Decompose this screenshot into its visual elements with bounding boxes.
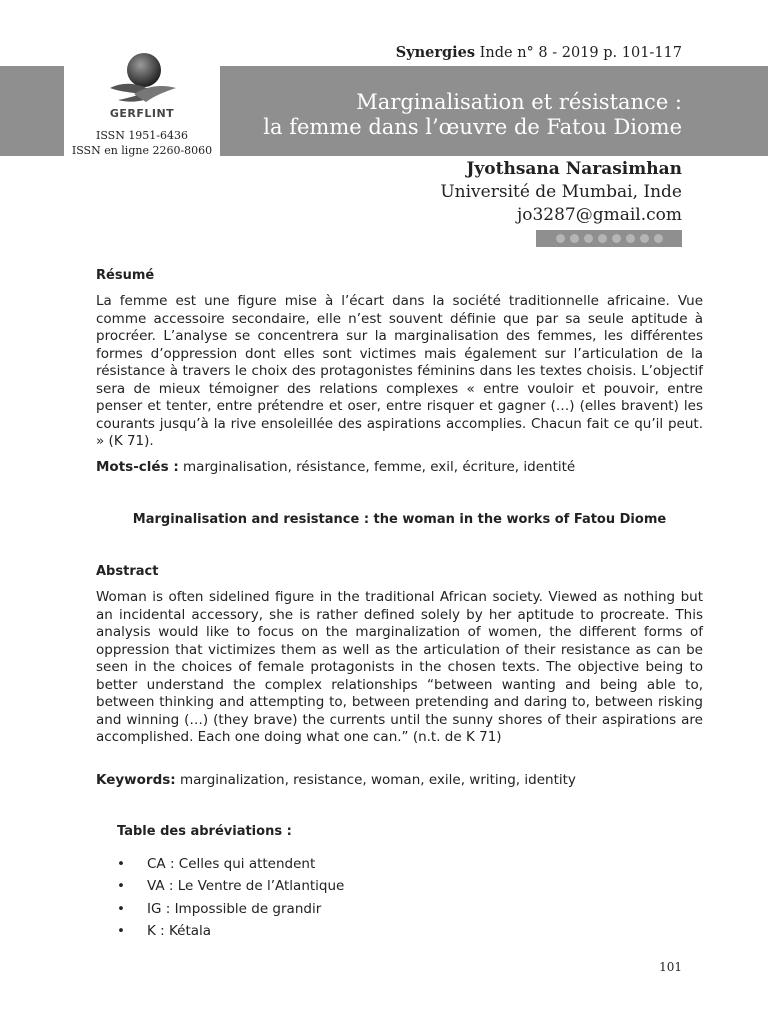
dot-icon	[626, 234, 635, 243]
journal-name: Synergies	[395, 44, 476, 61]
list-item	[117, 853, 344, 875]
issn-print: ISSN 1951-6436	[95, 129, 189, 142]
english-title: Marginalisation and resistance : the woman in the works of Fatou Diome	[132, 512, 667, 527]
author-name: Jyothsana Narasimhan	[466, 159, 682, 179]
author-email[interactable]: jo3287@gmail.com	[516, 205, 682, 225]
resume-text: La femme est une figure mise à l’écart dans la société traditionnelle africaine. Vue comme accessoire secondaire, elle n’est souvent définie que par sa seule aptitude à procréer. L’analyse se concentrera sur la marginalisation des femmes, les différentes formes d’oppression dont elles sont victimes mais également sur l’articulation de la résistance à travers le choix des protagonistes féminins dans les textes choisis. L’objectif sera de mieux témoigner des relations complexes « entre vouloir et pouvoir, entre penser et tenter, entre prétendre et oser, entre risquer et gagner (…) (elles bravent) les courants jusqu’à la rive ensoleillée des aspirations accomplies. Chacun fait ce qu’il peut. » (K 71).	[96, 293, 703, 449]
mots-cles-label: Mots-clés :	[96, 459, 179, 475]
dot-icon	[640, 234, 649, 243]
journal-issue: Inde n° 8 - 2019 p. 101-117	[479, 45, 682, 61]
abstract-text: Woman is often sidelined figure in the traditional African society. Viewed as nothing but an incidental accessory, she is rather defined solely by her aptitude to procreate. This analysis would like to focus on the marginalization of women, the different forms of oppression that victimizes them as well as the articulation of their resistance as can be seen in the choices of female protagonists in the chosen texts. The objective being to better understand the complex relationships “between wanting and being able to, between thinking and attempting to, between pretending and daring to, between risking and winning (…) (they brave) the currents until the sunny shores of their aspirations are accomplished. Each one doing what one can.” (n.t. de K 71)	[96, 589, 703, 745]
list-item	[117, 920, 344, 942]
abbreviations-heading: Table des abréviations :	[117, 824, 292, 839]
abbreviation-text: K : Kétala	[147, 923, 212, 940]
abstract-heading: Abstract	[96, 564, 159, 579]
abbreviation-text: CA : Celles qui attendent	[147, 856, 316, 872]
list-item	[117, 875, 344, 897]
list-item	[117, 898, 344, 920]
bullet-icon: •	[117, 878, 125, 895]
keywords-label: Keywords:	[96, 772, 176, 788]
article-title	[263, 90, 682, 140]
mots-cles	[96, 459, 703, 477]
author-block	[440, 158, 682, 227]
keywords-values: marginalization, resistance, woman, exile, writing, identity	[179, 772, 576, 788]
bullet-icon: •	[117, 900, 125, 917]
decorative-dots-bar	[536, 230, 682, 247]
dot-icon	[654, 234, 663, 243]
dot-icon	[612, 234, 621, 243]
dot-icon	[556, 234, 565, 243]
bullet-icon: •	[117, 856, 125, 872]
title-line-2: la femme dans l’œuvre de Fatou Diome	[263, 115, 682, 139]
page-number: 101	[659, 960, 682, 974]
gerflint-logo-icon	[104, 50, 180, 110]
bullet-icon: •	[117, 923, 125, 940]
resume-heading: Résumé	[96, 268, 155, 283]
dot-icon	[598, 234, 607, 243]
author-affiliation: Université de Mumbai, Inde	[440, 182, 682, 202]
abbreviation-text: VA : Le Ventre de l’Atlantique	[147, 878, 345, 895]
dot-icon	[584, 234, 593, 243]
journal-citation	[396, 44, 682, 61]
keywords	[96, 772, 703, 790]
mots-cles-values: marginalisation, résistance, femme, exil, écriture, identité	[183, 459, 576, 475]
title-line-1: Marginalisation et résistance :	[356, 90, 682, 114]
logo-wordmark: GERFLINT	[109, 107, 175, 120]
abbreviations-list	[117, 853, 344, 943]
issn-online: ISSN en ligne 2260-8060	[71, 144, 213, 157]
dot-icon	[570, 234, 579, 243]
abbreviation-text: IG : Impossible de grandir	[147, 900, 322, 917]
